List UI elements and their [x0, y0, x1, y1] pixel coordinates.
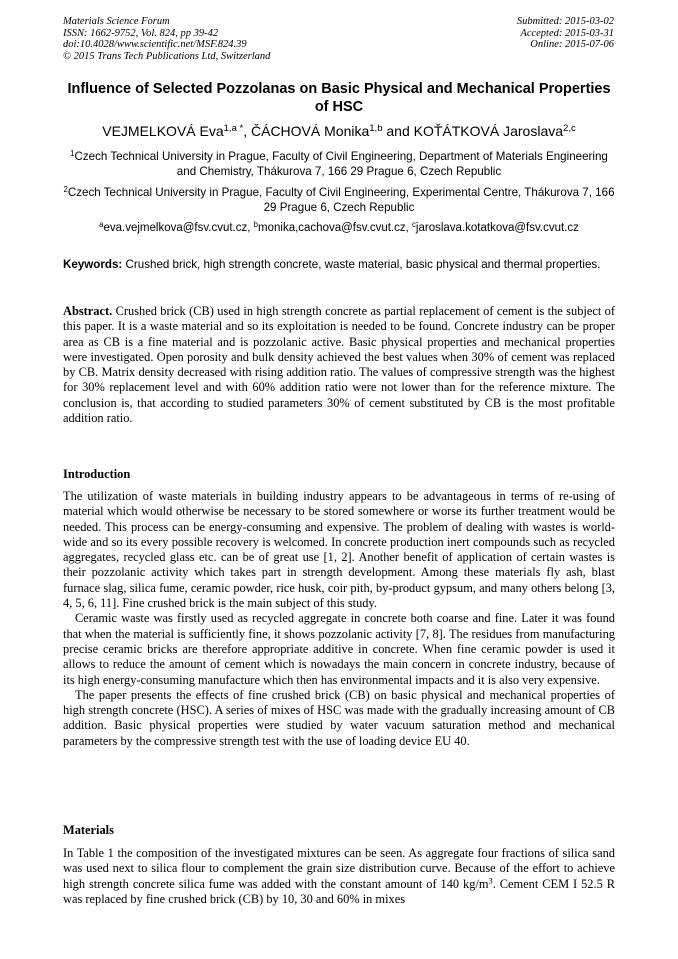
- submitted-date: Submitted: 2015-03-02: [516, 16, 614, 27]
- abstract-label: Abstract.: [63, 304, 113, 318]
- email-address: eva.vejmelkova@fsv.cvut.cz: [103, 222, 248, 234]
- paragraph-text: . Cement CEM I 52.5 R was replaced by fine crushed brick (CB) by 10, 30 and 60% in mixes: [63, 876, 615, 906]
- materials-heading: Materials: [63, 823, 114, 837]
- email-address: monika,cachova@fsv.cvut.cz: [258, 222, 406, 234]
- keywords-label: Keywords:: [63, 258, 123, 271]
- unit-exponent: 3: [488, 875, 493, 886]
- author-affiliation-mark: 2,c: [563, 123, 576, 135]
- affiliation: [63, 185, 615, 215]
- author-name: ČÁCHOVÁ Monika: [251, 123, 370, 139]
- paper-title: Influence of Selected Pozzolanas on Basic Physical and Mechanical Properties of HSC: [67, 81, 611, 115]
- accepted-date: Accepted: 2015-03-31: [520, 27, 614, 39]
- journal-doi: doi:10.4028/www.scientific.net/MSF.824.39: [63, 39, 247, 51]
- affiliation-mark: 1: [70, 148, 75, 158]
- publication-dates: [517, 16, 614, 51]
- online-date: Online: 2015-07-06: [530, 39, 614, 51]
- affiliation-text: Czech Technical University in Prague, Faculty of Civil Engineering, Experimental Centre, Thákurova 7, 166 29 Prague 6, Czech Republic: [67, 186, 615, 214]
- journal-copyright: © 2015 Trans Tech Publications Ltd, Switzerland: [63, 50, 271, 62]
- introduction-section: [63, 489, 615, 749]
- journal-issn: ISSN: 1662-9752, Vol. 824, pp 39-42: [63, 27, 219, 39]
- materials-section: [63, 846, 615, 907]
- journal-name: Materials Science Forum: [63, 16, 170, 27]
- journal-info: [63, 16, 270, 62]
- paragraph-text: In Table 1 the composition of the investigated mixtures can be seen. As aggregate four fractions of silica sand was used next to silica flour to complement the grain size distribution curve. Because of the effort to achieve high strength concrete silica fume was added with the constant amount of 140 kg/m: [63, 846, 615, 891]
- author-affiliation-mark: 1,b: [369, 123, 383, 135]
- email-mark: b: [253, 219, 259, 229]
- email-separator: ,: [405, 222, 413, 234]
- author-separator: ,: [243, 123, 251, 139]
- abstract-text: Crushed brick (CB) used in high strength concrete as partial replacement of cement is the subject of this paper. It is a waste material and so its exploitation is needed to be found. Concrete industry can be proper area as CB is a fine material and is pozzolanic active. Basic physical properties and mechanical properties were investigated. Open porosity and bulk density achieved the best values when 30% of cement was replaced by CB. Matrix density decreased with rising addition ratio. The values of compressive strength was the highest for 30% replacement level and with 60% addition ratio were not lower than for the reference mixture. The conclusion is, that according to studied parameters 30% of cement substituted by CB is the most profitable addition ratio.: [63, 304, 615, 426]
- author-emails: [63, 221, 615, 236]
- keywords: [63, 257, 615, 272]
- author-separator: and: [382, 123, 414, 139]
- paragraph: [63, 846, 615, 907]
- paragraph: The utilization of waste materials in building industry appears to be advantageous in terms of re-using of material which would otherwise be necessary to be stored somewhere or worse its further treatment would be needed. This process can be energy-consuming and expensive. The problem of dealing with wastes is world-wide and so its every possible recovery is welcomed. In concrete production inert compounds such as recycled aggregates, recycled glass etc. can be of great use [1, 2]. Another benefit of application of certain wastes is their pozzolanic activity which takes part in strength development. Among these materials fly ash, blast furnace slag, silica fume, ceramic powder, rice husk, coir pith, by-product gypsum, and many others belong [3, 4, 5, 6, 11]. Fine crushed brick is the main subject of this study.: [63, 489, 615, 611]
- email-mark: c: [412, 219, 416, 229]
- affiliation-text: Czech Technical University in Prague, Faculty of Civil Engineering, Department of Materials Engineering and Chemistry, Thákurova 7, 166 29 Prague 6, Czech Republic: [74, 150, 608, 178]
- introduction-heading: Introduction: [63, 467, 131, 481]
- author-name: VEJMELKOVÁ Eva: [102, 123, 224, 139]
- email-mark: a: [99, 219, 104, 229]
- author-name: KOŤÁTKOVÁ Jaroslava: [413, 123, 564, 139]
- email-address: jaroslava.kotatkova@fsv.cvut.cz: [415, 222, 579, 234]
- author-affiliation-mark: 1,a *: [223, 123, 244, 135]
- keywords-text: Crushed brick, high strength concrete, waste material, basic physical and thermal properties.: [125, 258, 601, 271]
- email-separator: ,: [247, 222, 254, 234]
- author-list: [63, 122, 615, 140]
- affiliation-mark: 2: [63, 184, 68, 194]
- paragraph: The paper presents the effects of fine crushed brick (CB) on basic physical and mechanical properties of high strength concrete (HSC). A series of mixes of HSC was made with the gradually increasing amount of CB addition. Basic physical properties were studied by water vacuum saturation method and mechanical parameters by the compressive strength test with the use of loading device EU 40.: [63, 687, 615, 748]
- paragraph: Ceramic waste was firstly used as recycled aggregate in concrete both coarse and fine. Later it was found that when the material is sufficiently fine, it shows pozzolanic activity [7, 8]. The residues from manufacturing precise ceramic bricks are therefore appropriate additive in concrete. When fine ceramic powder is used it allows to reduce the amount of cement which is nowadays the main concern in concrete industry, because of its high energy-consuming manufacture which then has environmental impacts and it is also very expensive.: [63, 611, 615, 687]
- abstract: [63, 304, 615, 426]
- affiliation: [63, 149, 615, 179]
